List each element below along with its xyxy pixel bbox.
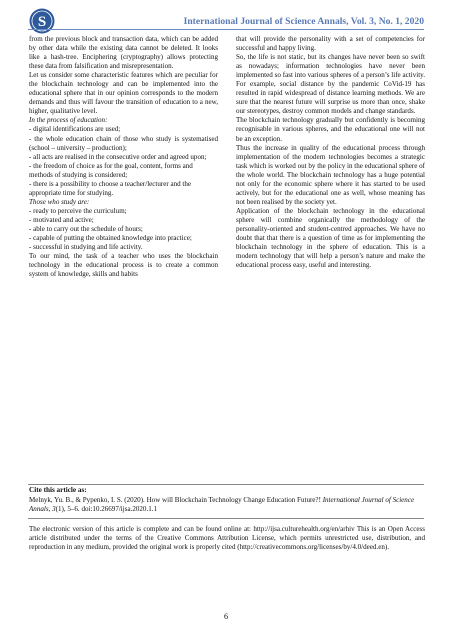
left-column-paragraph: Those who study are:	[29, 197, 90, 206]
left-column-paragraph: - all acts are realised in the consecutive order and agreed upon;	[29, 152, 207, 161]
right-column-paragraph: that will provide the personality with a set of competencies for successful and happy living.	[236, 35, 425, 53]
header-rule	[28, 29, 424, 30]
left-column-paragraph: - ready to perceive the curriculum;	[29, 206, 127, 215]
citation-tail: (1), 5–6. doi:10.26697/ijsa.2020.1.1	[55, 505, 158, 513]
left-column-paragraph: - there is a possibility to choose a teacher/lecturer and the appropriate time for studying.	[29, 179, 192, 197]
left-column-paragraph: - capable of putting the obtained knowledge into practice;	[29, 234, 192, 243]
left-column-paragraph: - successful in studying and life activity.	[29, 243, 143, 252]
left-column-paragraph: - the whole education chain of those who study is systematised (school – university – production);	[29, 134, 218, 152]
journal-logo	[29, 8, 55, 34]
citation-journal: International Journal of Science Annals, 3	[29, 496, 415, 513]
left-column-paragraph: - motivated and active;	[29, 215, 94, 224]
left-column	[29, 35, 218, 279]
left-column-paragraph: from the previous block and transaction data, which can be added by other data while the existing data cannot be deleted. It looks like a hash-tree. Enciphering (cryptography) allows protecting these data from falsification and misrepresentation.	[29, 35, 218, 71]
left-column-paragraph: To our mind, the task of a teacher who uses the blockchain technology in the educational process is to create a common system of knowledge, skills and habits	[29, 252, 218, 279]
svg-text:S: S	[37, 14, 47, 30]
article-body	[29, 35, 425, 463]
citation-text	[29, 496, 424, 514]
license-text: The electronic version of this article is complete and can be found online at: http://ijsa.culturehealth.org/en/arhiv This is an Open Access article distributed under the terms of the Creative Commons Attribution License, which permits unrestricted use, distribution, and reproduction in any medium, provided the original work is properly cited (http://creativecommons.org/licenses/by/4.0/deed.en).	[29, 525, 425, 551]
citation-box	[28, 484, 424, 519]
left-column-paragraph: - able to carry out the schedule of hours;	[29, 224, 143, 233]
left-column-paragraph: In the process of education:	[29, 116, 108, 125]
left-column-paragraph: - digital identifications are used;	[29, 125, 121, 134]
left-column-paragraph: Let us consider some characteristic features which are peculiar for the blockchain technology and can be implemented into the educational sphere that in our opinion corresponds to the modern demands and thus will favour the transition of education to a new, higher, qualitative level.	[29, 71, 218, 116]
right-column-paragraph: Application of the blockchain technology in the educational sphere will combine organically the methodology of the personality-oriented and student-centred approaches. We have no doubt that that there is a question of time as for implementing the blockchain technology in the sphere of education. This is a modern technology that will help a person’s nature and make the educational process easy, useful and interesting.	[236, 206, 425, 270]
right-column-paragraph: Thus the increase in quality of the educational process through implementation of the modern technologies becomes a strategic task which is worked out by the policy in the educational sphere of the whole world. The blockchain technology has a huge potential not only for the economic sphere where it has started to be used actively, but for the educational one as well, whose meaning has not been realised by the society yet.	[236, 143, 425, 206]
citation-main: Melnyk, Yu. B., & Pypenko, I. S. (2020). How will Blockchain Technology Change Education Future?!	[29, 496, 323, 504]
citation-heading: Cite this article as:	[29, 486, 87, 494]
right-column-paragraph: The blockchain technology gradually but confidently is becoming recognisable in various spheres, and the educational one will not be an exception.	[236, 116, 425, 143]
left-column-paragraph: - the freedom of choice as for the goal, content, forms and methods of studying is considered;	[29, 161, 193, 179]
journal-title: International Journal of Science Annals, Vol. 3, No. 1, 2020	[183, 16, 424, 27]
right-column-paragraph: So, the life is not static, but its changes have never been so swift as nowadays; information technologies have never been implemented so fast into various spheres of a person’s life activity. For example, social distance by the pandemic CoVid-19 has resulted in rapid widespread of distance learning methods. We are sure that the nearest future will surprise us more than once, shake our stereotypes, destroy common models and change standards.	[236, 53, 425, 116]
page-number: 6	[224, 612, 228, 621]
right-column	[236, 35, 425, 270]
